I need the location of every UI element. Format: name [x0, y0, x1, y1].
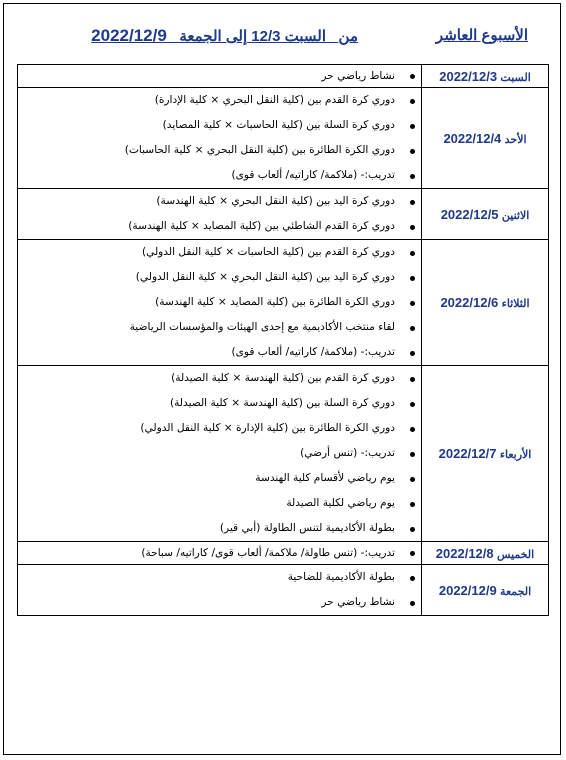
day-date: 2022/12/8 — [435, 545, 494, 561]
activity-list — [18, 240, 421, 365]
schedule-table — [17, 64, 549, 616]
day-date: 2022/12/6 — [440, 295, 499, 310]
range-to: 2022/12/9 — [91, 26, 167, 45]
activity-text: يوم رياضي لأقسام كلية الهندسة — [255, 472, 395, 484]
activity-item — [18, 214, 421, 239]
bullet-icon — [410, 225, 415, 230]
activity-item — [18, 366, 421, 391]
activities-cell — [18, 65, 422, 88]
activity-text: دوري كرة اليد بين (كلية النقل البحري × كلية الهندسة) — [156, 195, 395, 207]
bullet-icon — [410, 251, 415, 256]
day-date: 2022/12/3 — [439, 68, 498, 84]
day-cell — [422, 366, 549, 542]
bullet-icon — [410, 149, 415, 154]
day-row — [18, 542, 549, 565]
activity-item — [18, 542, 421, 564]
activity-item — [18, 265, 421, 290]
day-name: الاثنين — [501, 209, 530, 222]
day-date: 2022/12/7 — [438, 446, 497, 461]
activity-text: دوري كرة السلة بين (كلية الحاسبات × كلية المصايد) — [162, 119, 395, 131]
activity-text: تدريب:- (تنس طاولة/ ملاكمة/ ألعاب قوى/ كاراتيه/ سباحة) — [141, 547, 395, 559]
activity-text: دوري الكرة الطائرة بين (كلية الإدارة × كلية النقل الدولي) — [140, 422, 395, 434]
activity-text: يوم رياضي لكلية الصيدلة — [286, 497, 395, 509]
bullet-icon — [410, 276, 415, 281]
activity-text: دوري الكرة الطائرة بين (كلية النقل البحري × كلية الحاسبات) — [124, 144, 395, 156]
bullet-icon — [410, 452, 415, 457]
activities-cell — [18, 240, 422, 366]
activity-list — [18, 366, 421, 541]
activity-text: دوري كرة القدم الشاطئي بين (كلية المصايد × كلية الهندسة) — [128, 220, 395, 232]
activity-list — [18, 65, 421, 87]
day-row — [18, 240, 549, 366]
activity-item — [18, 138, 421, 163]
activity-item — [18, 240, 421, 265]
bullet-icon — [410, 601, 415, 606]
activities-cell — [18, 189, 422, 240]
week-title: الأسبوع العاشر — [435, 27, 528, 44]
day-cell — [422, 542, 549, 565]
range-to-word: إلى الجمعة — [179, 28, 248, 45]
day-row — [18, 565, 549, 616]
activity-item — [18, 163, 421, 188]
day-name: الأحد — [504, 133, 527, 146]
activities-cell — [18, 542, 422, 565]
day-row — [18, 189, 549, 240]
bullet-icon — [410, 174, 415, 179]
range-from: السبت 12/3 — [251, 28, 327, 45]
bullet-icon — [410, 301, 415, 306]
activity-text: نشاط رياضي حر — [321, 596, 395, 608]
bullet-icon — [410, 527, 415, 532]
day-cell — [422, 65, 549, 88]
activities-cell — [18, 565, 422, 616]
range-from-word: من — [338, 28, 358, 45]
day-cell — [422, 189, 549, 240]
day-cell — [422, 240, 549, 366]
bullet-icon — [410, 551, 415, 556]
day-name: السبت — [500, 71, 531, 84]
activity-item — [18, 416, 421, 441]
day-date: 2022/12/9 — [438, 582, 497, 598]
activity-item — [18, 565, 421, 590]
activity-text: دوري الكرة الطائرة بين (كلية المصايد × كلية الهندسة) — [155, 296, 395, 308]
activity-list — [18, 542, 421, 564]
activities-cell — [18, 366, 422, 542]
bullet-icon — [410, 477, 415, 482]
activity-list — [18, 189, 421, 239]
activity-item — [18, 466, 421, 491]
day-name: الثلاثاء — [501, 298, 530, 310]
activity-text: نشاط رياضي حر — [321, 70, 395, 82]
activity-text: تدريب:- (ملاكمة/ كاراتيه/ ألعاب قوى) — [231, 346, 395, 358]
bullet-icon — [410, 200, 415, 205]
activity-item — [18, 391, 421, 416]
bullet-icon — [410, 427, 415, 432]
activity-text: بطولة الأكاديمية لتنس الطاولة (أبي قير) — [219, 522, 395, 534]
bullet-icon — [410, 124, 415, 129]
activity-item — [18, 88, 421, 113]
day-cell — [422, 565, 549, 616]
day-cell — [422, 88, 549, 189]
activity-item — [18, 290, 421, 315]
day-row — [18, 88, 549, 189]
day-row — [18, 65, 549, 88]
activity-text: دوري كرة اليد بين (كلية النقل البحري × كلية النقل الدولي) — [135, 271, 395, 283]
activity-text: دوري كرة القدم بين (كلية النقل البحري × كلية الإدارة) — [154, 94, 395, 106]
activity-item — [18, 315, 421, 340]
activity-text: دوري كرة السلة بين (كلية الهندسة × كلية الصيدلة) — [169, 397, 395, 409]
bullet-icon — [410, 502, 415, 507]
day-date: 2022/12/4 — [443, 130, 502, 146]
bullet-icon — [410, 74, 415, 79]
bullet-icon — [410, 377, 415, 382]
activity-text: بطولة الأكاديمية للضاحية — [287, 571, 395, 583]
activity-item — [18, 590, 421, 615]
activity-item — [18, 189, 421, 214]
activity-item — [18, 65, 421, 87]
activity-item — [18, 491, 421, 516]
schedule-heading — [0, 26, 566, 50]
bullet-icon — [410, 576, 415, 581]
day-row — [18, 366, 549, 542]
day-name: الخميس — [496, 548, 535, 561]
activity-item — [18, 441, 421, 466]
activity-item — [18, 340, 421, 365]
activity-text: تدريب:- (ملاكمة/ كاراتيه/ ألعاب قوى) — [231, 169, 395, 181]
day-name: الأربعاء — [499, 449, 532, 461]
activity-text: تدريب:- (تنس أرضي) — [300, 447, 395, 459]
date-range — [91, 26, 358, 46]
activity-text: لقاء منتخب الأكاديمية مع إحدى الهيئات والمؤسسات الرياضية — [129, 321, 395, 333]
activity-text: دوري كرة القدم بين (كلية الهندسة × كلية الصيدلة) — [171, 372, 395, 384]
bullet-icon — [410, 99, 415, 104]
bullet-icon — [410, 351, 415, 356]
activity-item — [18, 516, 421, 541]
activity-item — [18, 113, 421, 138]
day-name: الجمعة — [500, 585, 532, 598]
day-date: 2022/12/5 — [440, 206, 499, 222]
activity-list — [18, 565, 421, 615]
bullet-icon — [410, 402, 415, 407]
bullet-icon — [410, 326, 415, 331]
activity-list — [18, 88, 421, 188]
activities-cell — [18, 88, 422, 189]
activity-text: دوري كرة القدم بين (كلية الحاسبات × كلية النقل الدولي) — [141, 246, 395, 258]
